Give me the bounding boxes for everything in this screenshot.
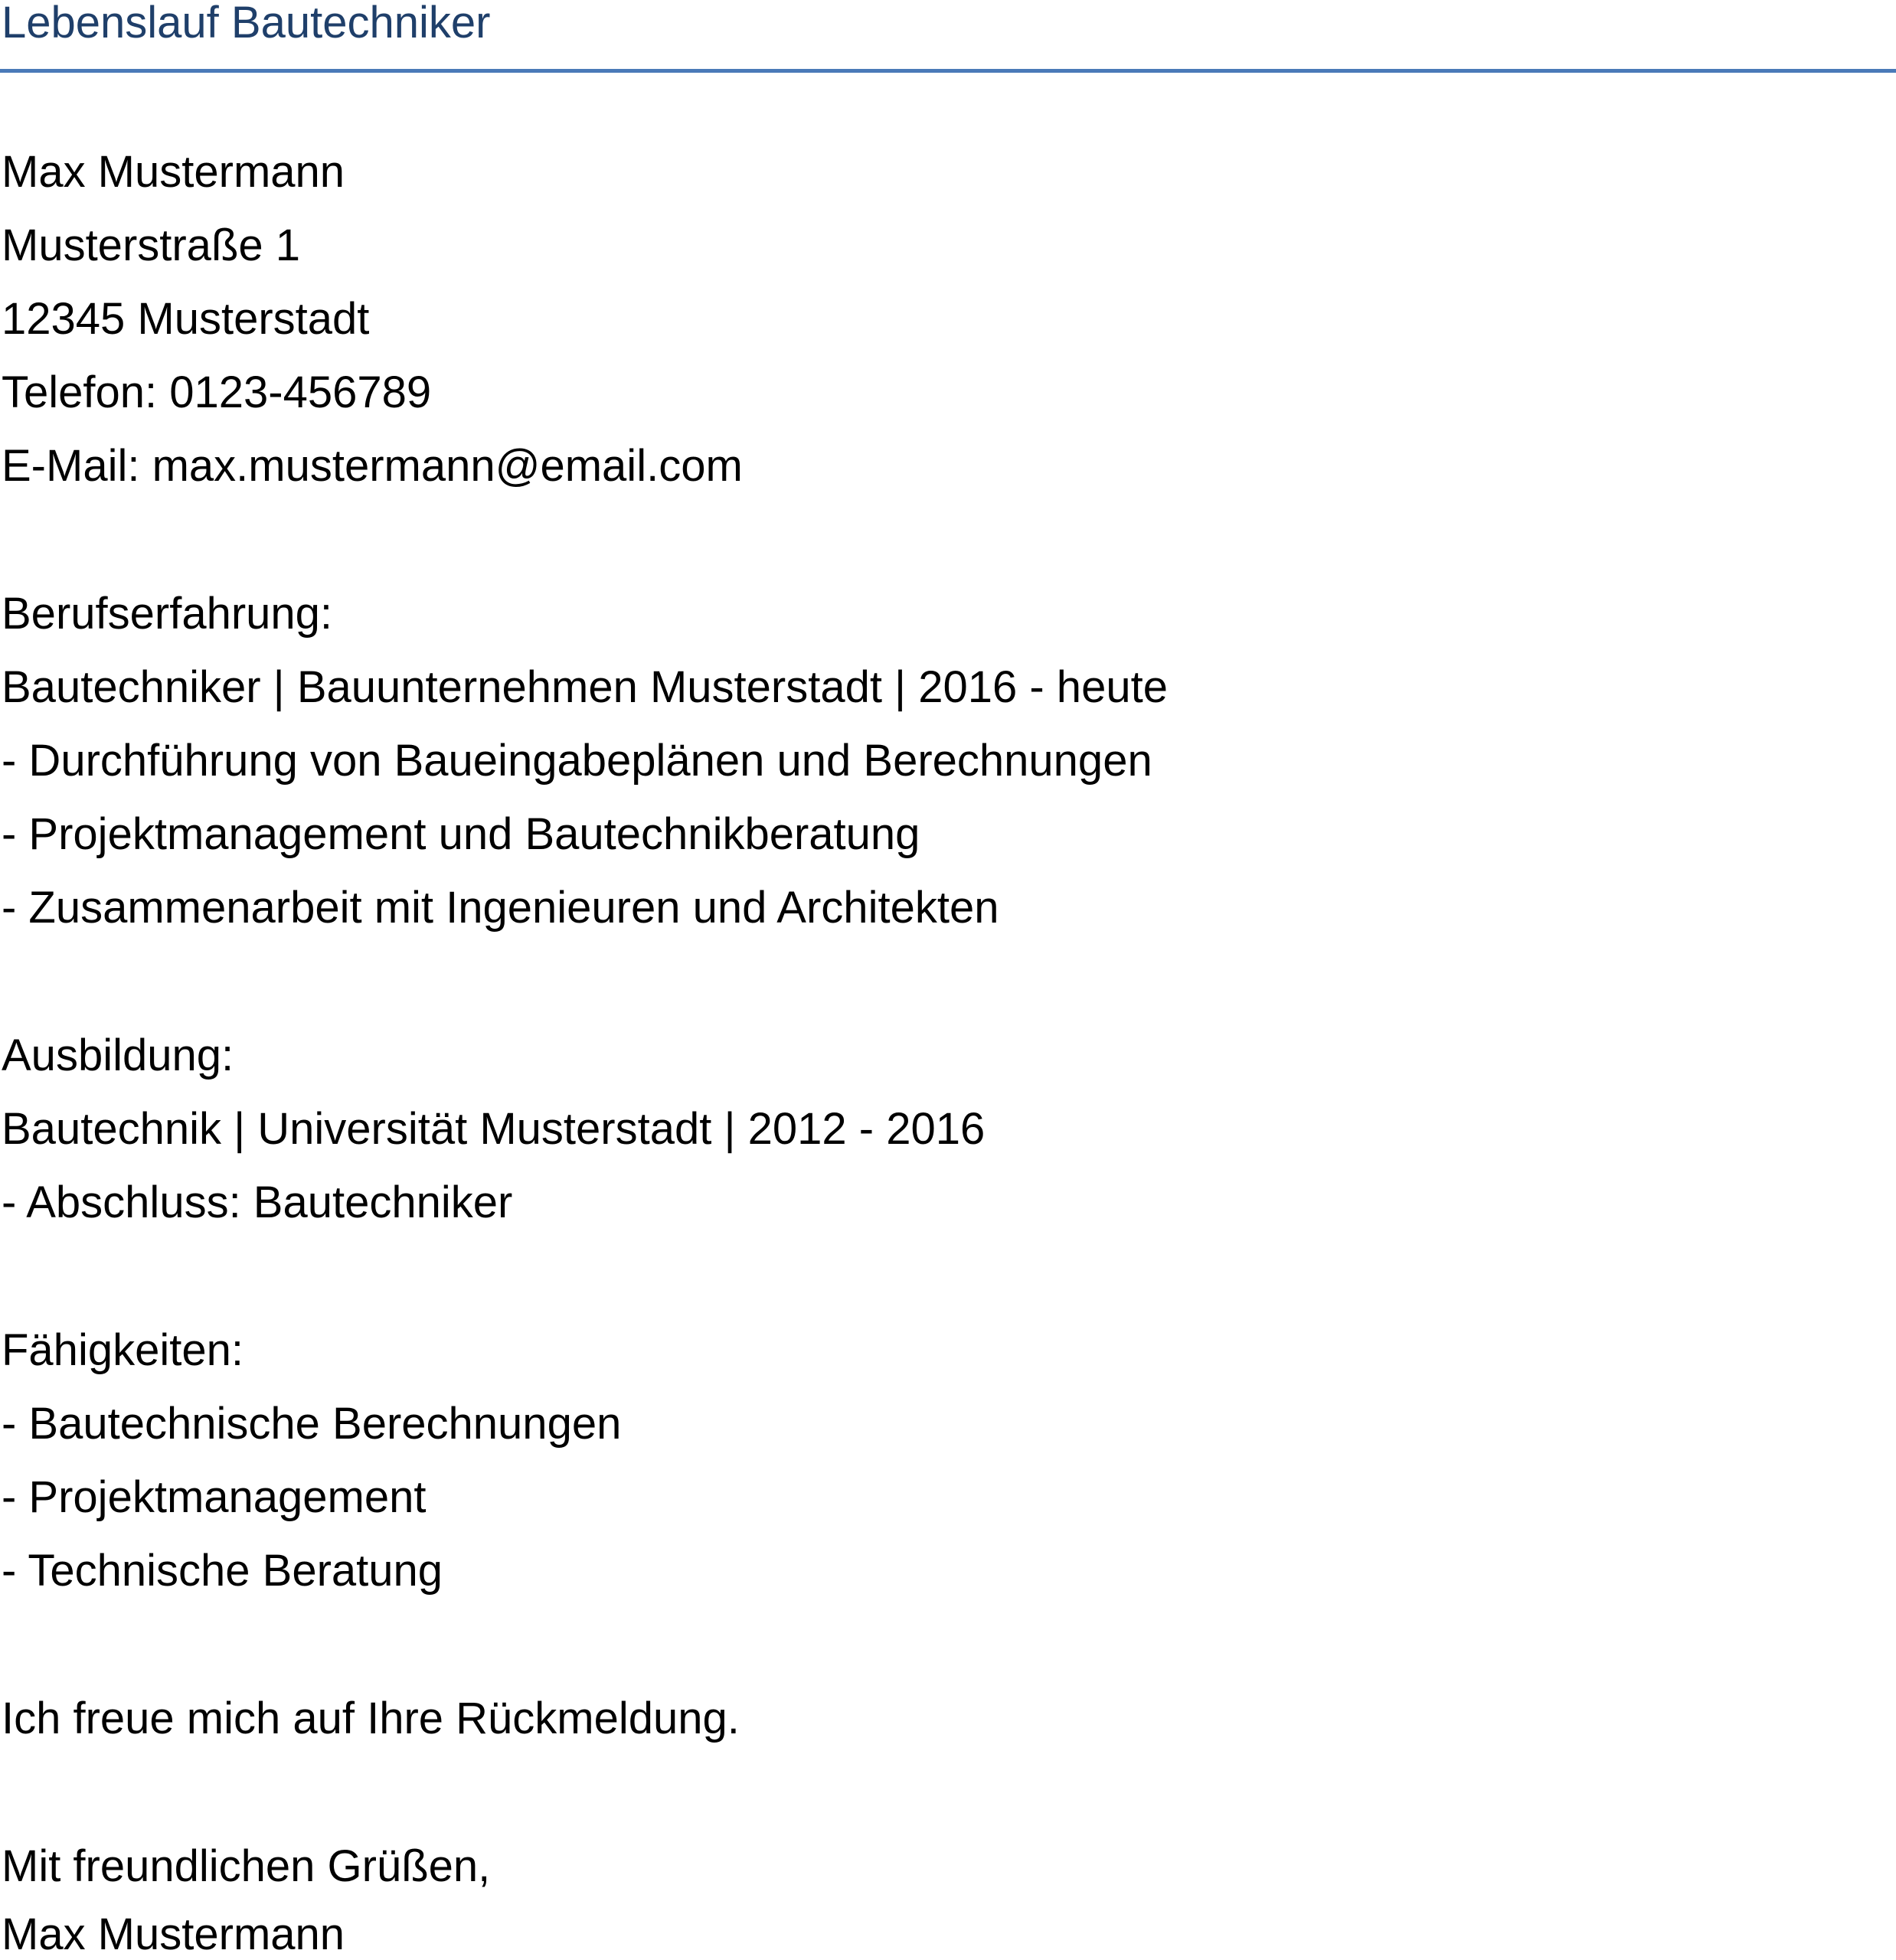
experience-item: - Projektmanagement und Bautechnikberatung bbox=[2, 809, 920, 859]
skills-item: - Bautechnische Berechnungen bbox=[2, 1399, 622, 1449]
closing-text: Ich freue mich auf Ihre Rückmeldung. bbox=[2, 1694, 740, 1743]
contact-city: 12345 Musterstadt bbox=[2, 294, 370, 344]
skills-item: - Technische Beratung bbox=[2, 1546, 443, 1596]
experience-item: - Zusammenarbeit mit Ingenieuren und Architekten bbox=[2, 883, 999, 933]
experience-item: - Durchführung von Baueingabeplänen und Berechnungen bbox=[2, 736, 1152, 786]
experience-position: Bautechniker | Bauunternehmen Musterstadt | 2016 - heute bbox=[2, 662, 1168, 712]
education-heading: Ausbildung: bbox=[2, 1031, 234, 1080]
skills-heading: Fähigkeiten: bbox=[2, 1325, 244, 1375]
skills-item: - Projektmanagement bbox=[2, 1472, 427, 1522]
title-divider bbox=[0, 69, 1896, 73]
contact-phone: Telefon: 0123-456789 bbox=[2, 368, 432, 417]
contact-name: Max Mustermann bbox=[2, 147, 345, 197]
closing-greeting: Mit freundlichen Grüßen, bbox=[2, 1841, 491, 1891]
signature-name: Max Mustermann bbox=[2, 1909, 345, 1959]
contact-email: E-Mail: max.mustermann@email.com bbox=[2, 441, 743, 491]
education-entry: Bautechnik | Universität Musterstadt | 2012 - 2016 bbox=[2, 1104, 986, 1154]
contact-street: Musterstraße 1 bbox=[2, 220, 300, 270]
experience-heading: Berufserfahrung: bbox=[2, 589, 333, 639]
document-title: Lebenslauf Bautechniker bbox=[2, 0, 491, 47]
education-item: - Abschluss: Bautechniker bbox=[2, 1178, 513, 1227]
